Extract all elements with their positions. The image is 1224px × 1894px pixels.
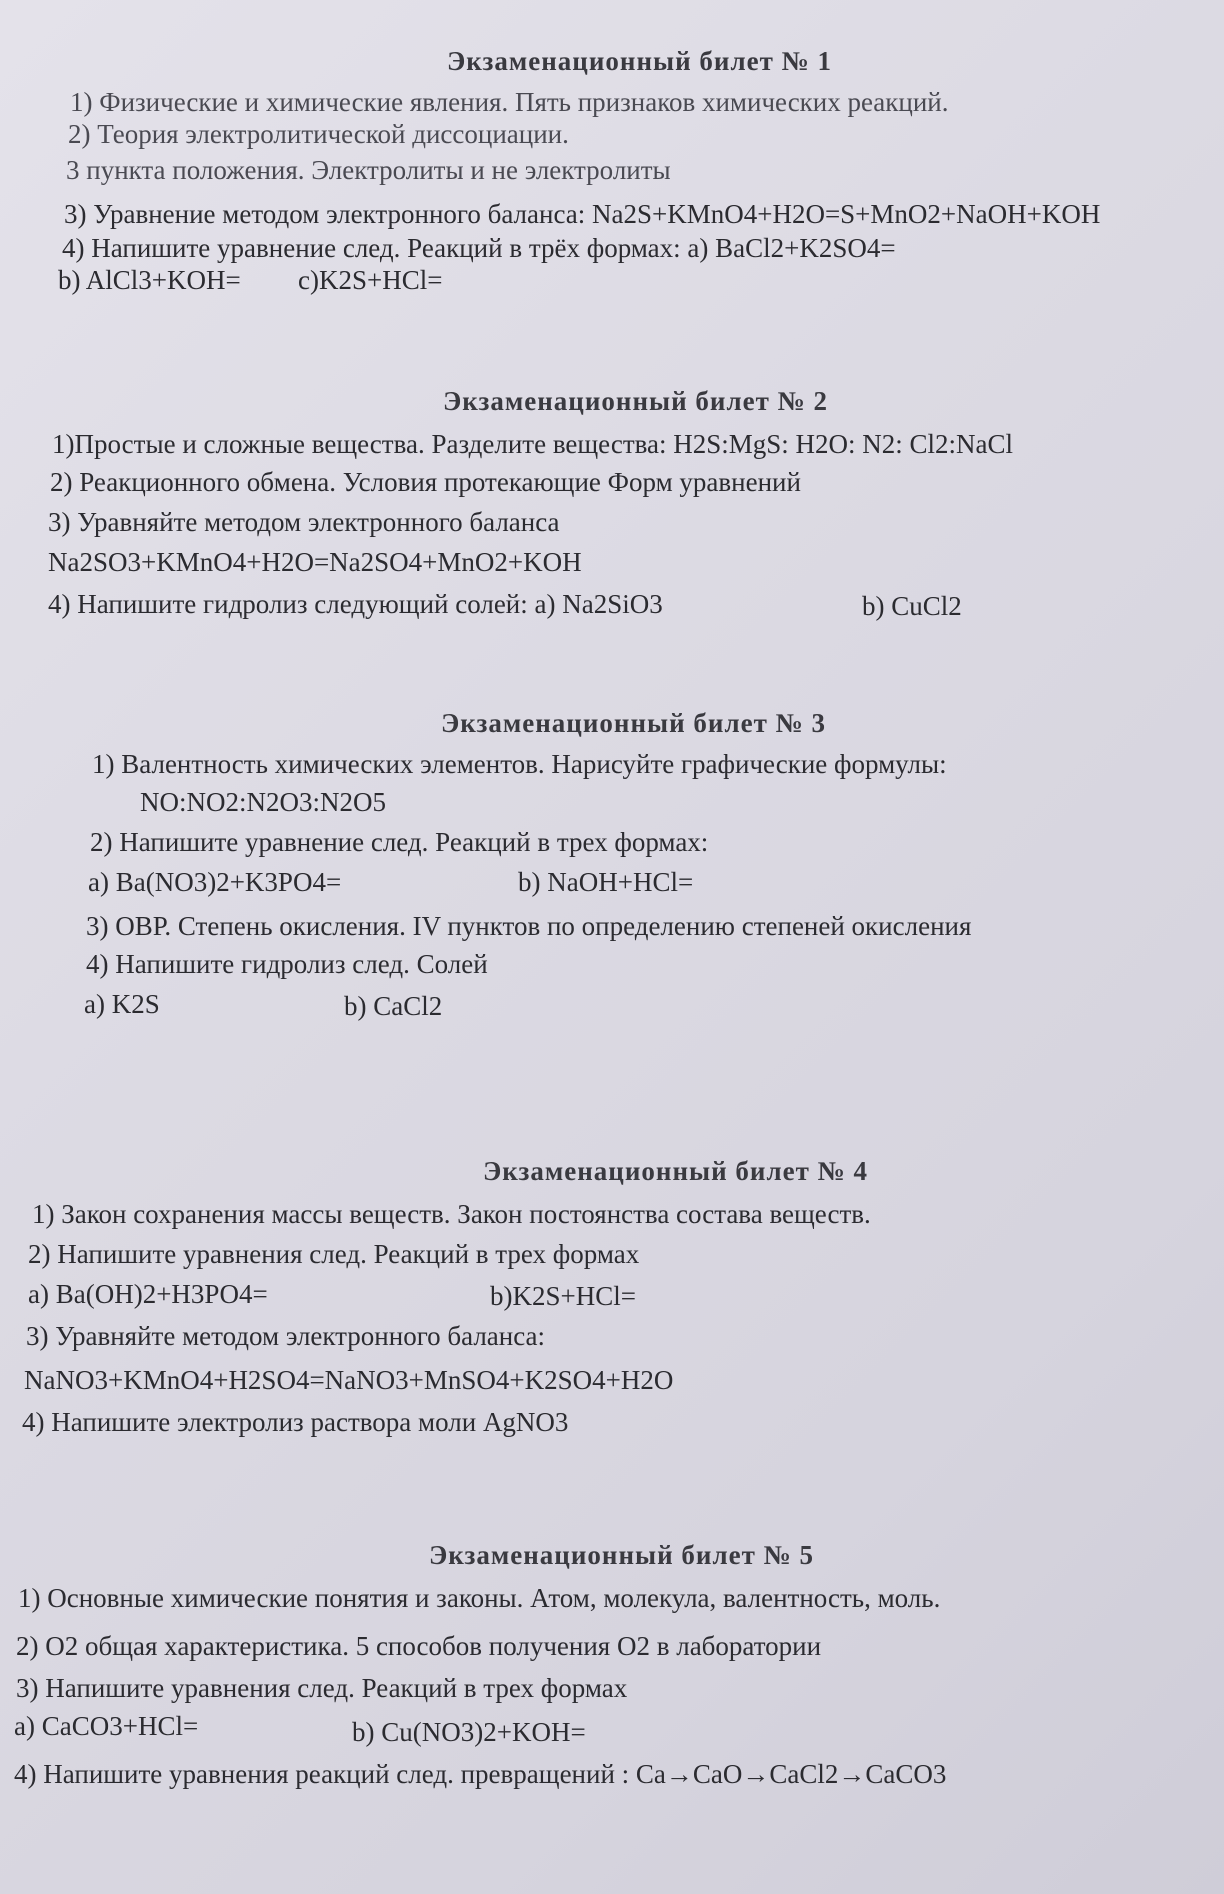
ticket-3-question-2-b: b) NaOH+HCl= (518, 867, 694, 897)
ticket-4-question-4: 4) Напишите электролиз раствора моли AgNO3 (22, 1407, 569, 1437)
ticket-1-question-4: 4) Напишите уравнение след. Реакций в трёх формах: a) BaCl2+K2SO4= (62, 233, 896, 263)
ticket-2-title: Экзаменационный билет № 2 (443, 386, 828, 416)
ticket-4-question-1: 1) Закон сохранения массы веществ. Закон постоянства состава веществ. (32, 1199, 871, 1229)
ticket-2-question-4: 4) Напишите гидролиз следующий солей: а) Na2SiO3 (48, 589, 663, 619)
ticket-2-question-4-b: b) CuCl2 (862, 591, 962, 621)
ticket-4-question-2-a: a) Ba(OH)2+H3PO4= (28, 1279, 268, 1309)
ticket-5-question-4: 4) Напишите уравнения реакций след. превращений : Ca→CaO→CaCl2→CaCO3 (14, 1759, 947, 1789)
ticket-2-question-1: 1)Простые и сложные вещества. Разделите вещества: H2S:MgS: H2O: N2: Cl2:NaCl (52, 429, 1014, 459)
ticket-1-question-2: 2) Теория электролитической диссоциации. (68, 119, 569, 149)
ticket-3-question-2-a: a) Ba(NO3)2+K3PO4= (88, 867, 342, 897)
ticket-3-question-4-b: b) CaCl2 (344, 991, 443, 1021)
ticket-3-question-1: 1) Валентность химических элементов. Нарисуйте графические формулы: (92, 749, 947, 779)
ticket-2-question-3: 3) Уравняйте методом электронного баланса (48, 507, 560, 537)
ticket-4-question-2-b: b)K2S+HCl= (490, 1281, 636, 1311)
ticket-1-question-2-note: 3 пункта положения. Электролиты и не электролиты (66, 155, 671, 185)
ticket-5-question-3: 3) Напишите уравнения след. Реакций в трех формах (16, 1673, 628, 1703)
ticket-1-question-4-b: b) AlCl3+KOH= (58, 265, 241, 295)
ticket-1-question-3: 3) Уравнение методом электронного баланса: Na2S+KMnO4+H2O=S+MnO2+NaOH+KOH (64, 199, 1101, 229)
ticket-5-question-3-a: a) CaCO3+HCl= (14, 1711, 199, 1741)
ticket-4-question-3-equation: NaNO3+KMnO4+H2SO4=NaNO3+MnSO4+K2SO4+H2O (24, 1365, 674, 1395)
ticket-3-question-4: 4) Напишите гидролиз след. Солей (86, 949, 488, 979)
ticket-5-question-1: 1) Основные химические понятия и законы. Атом, молекула, валентность, моль. (18, 1583, 941, 1613)
ticket-2-question-2: 2) Реакционного обмена. Условия протекающие Форм уравнений (50, 467, 801, 497)
ticket-5-question-3-b: b) Cu(NO3)2+KOH= (352, 1717, 586, 1747)
ticket-3-title: Экзаменационный билет № 3 (441, 708, 826, 738)
ticket-4-question-2: 2) Напишите уравнения след. Реакций в трех формах (28, 1239, 640, 1269)
ticket-1-title: Экзаменационный билет № 1 (447, 46, 832, 76)
ticket-1-question-1: 1) Физические и химические явления. Пять признаков химических реакций. (70, 87, 949, 117)
ticket-3-question-4-a: a) K2S (84, 989, 160, 1019)
ticket-4-question-3: 3) Уравняйте методом электронного баланса: (26, 1321, 546, 1351)
ticket-3-question-2: 2) Напишите уравнение след. Реакций в трех формах: (90, 827, 709, 857)
ticket-4-title: Экзаменационный билет № 4 (483, 1156, 868, 1186)
ticket-3-question-1-formulas: NO:NO2:N2O3:N2O5 (140, 787, 386, 817)
ticket-5-title: Экзаменационный билет № 5 (429, 1540, 814, 1570)
ticket-5-question-2: 2) O2 общая характеристика. 5 способов получения O2 в лаборатории (16, 1631, 822, 1661)
ticket-1-question-4-c: c)K2S+HCl= (298, 265, 443, 295)
ticket-2-question-3-equation: Na2SO3+KMnO4+H2O=Na2SO4+MnO2+KOH (48, 547, 582, 577)
ticket-3-question-3: 3) ОВР. Степень окисления. IV пунктов по определению степеней окисления (86, 911, 972, 941)
